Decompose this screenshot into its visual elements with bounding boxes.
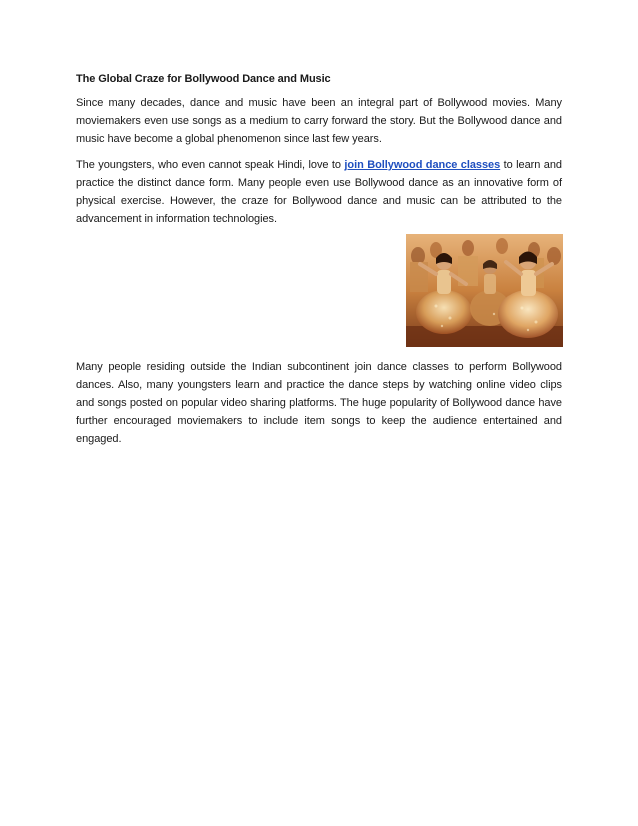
bollywood-dance-photo: [406, 234, 563, 347]
paragraph-youngsters-text-start: The youngsters, who even cannot speak Hindi, love to: [76, 159, 345, 171]
paragraph-youngsters: [76, 156, 562, 228]
dance-classes-link[interactable]: join Bollywood dance classes: [344, 159, 501, 171]
document-body: [76, 70, 562, 236]
paragraph-intro: Since many decades, dance and music have been an integral part of Bollywood movies. Many moviemakers even use songs as a medium to carry forward the story. But the Bollywood dance and music have become a global phenomenon since last few years.: [76, 97, 562, 145]
paragraph-popularity: Many people residing outside the Indian subcontinent join dance classes to perform Bollywood dances. Also, many youngsters learn and practice the dance steps by watching online video clips and songs posted on popular video sharing platforms. The huge popularity of Bollywood dance have further encouraged moviemakers to include item songs to keep the audience entertained and engaged.: [76, 361, 562, 445]
document-title: The Global Craze for Bollywood Dance and Music: [76, 73, 331, 85]
paragraph-youngsters-text-end: to learn and practice the distinct dance form. Many people even use Bollywood dance as an innovative form of physical exercise. However, the craze for Bollywood dance and music can be attributed to the advancement in information technologies.: [76, 159, 562, 225]
document-body-continued: [76, 358, 562, 456]
